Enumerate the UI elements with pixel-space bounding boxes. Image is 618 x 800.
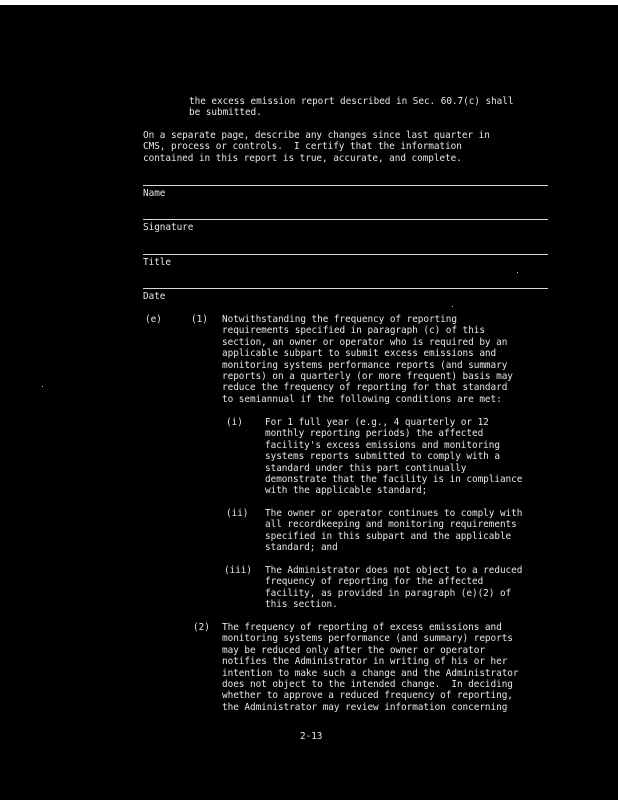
item-2-line: may be reduced only after the owner or operator — [222, 644, 485, 656]
subitem-ii-marker: (ii) — [226, 508, 249, 519]
subitem-i-marker: (i) — [226, 417, 243, 428]
item-1-line: reports) on a quarterly (or more frequent) basis may — [222, 371, 513, 383]
subitem-ii-line: all recordkeeping and monitoring requirements — [265, 519, 517, 531]
item-2-line: The frequency of reporting of excess emissions and — [222, 622, 502, 633]
name-line — [143, 185, 548, 186]
item-1-line: to semiannual if the following conditions are met: — [222, 393, 502, 405]
certify-line: contained in this report is true, accurate, and complete. — [143, 152, 462, 164]
name-label: Name — [143, 188, 166, 199]
certification-paragraph — [143, 130, 490, 164]
subitem-iii-line: this section. — [265, 599, 338, 611]
subitem-iii-text — [265, 565, 522, 611]
subitem-iii-line: facility, as provided in paragraph (e)(2) of — [265, 587, 512, 599]
date-label: Date — [143, 291, 166, 302]
subitem-i-line: standard under this part continually — [265, 462, 467, 474]
subitem-i-text — [265, 417, 522, 497]
intro-paragraph — [189, 96, 513, 119]
item-1-line: reduce the frequency of reporting for that standard — [222, 382, 508, 394]
subitem-i-line: For 1 full year (e.g., 4 quarterly or 12 — [265, 417, 489, 428]
item-1-text — [222, 314, 513, 405]
item-2-line: intention to make such a change and the Administrator — [222, 667, 519, 679]
subitem-i-line: with the applicable standard; — [265, 485, 428, 497]
item-2-line: notifies the Administrator in writing of his or her — [222, 656, 508, 668]
scan-speck — [452, 306, 453, 307]
item-1-line: requirements specified in paragraph (c) of this — [222, 325, 485, 337]
certify-line: On a separate page, describe any changes since last quarter in — [143, 130, 490, 141]
certify-line: CMS, process or controls. I certify that the information — [143, 141, 462, 153]
item-1-marker: (1) — [191, 314, 208, 325]
subitem-ii-line: standard; and — [265, 542, 338, 554]
item-1-line: applicable subpart to submit excess emissions and — [222, 348, 497, 360]
date-line — [143, 288, 548, 289]
subitem-iii-line: The Administrator does not object to a reduced — [265, 565, 523, 576]
subitem-ii-line: The owner or operator continues to comply with — [265, 508, 523, 519]
item-2-line: the Administrator may review information concerning — [222, 701, 508, 713]
intro-line: be submitted. — [189, 107, 262, 119]
intro-line: the excess emission report described in Sec. 60.7(c) shall — [189, 96, 514, 107]
scan-speck — [42, 386, 43, 387]
scan-speck — [517, 272, 518, 273]
item-2-line: monitoring systems performance (and summary) reports — [222, 633, 513, 645]
item-1-line: section, an owner or operator who is required by an — [222, 336, 508, 348]
scan-top-edge — [0, 0, 618, 5]
signature-line — [143, 219, 548, 220]
subitem-ii-text — [265, 508, 522, 554]
title-label: Title — [143, 257, 171, 268]
item-1-line: Notwithstanding the frequency of reporting — [222, 314, 457, 325]
subitem-i-line: systems reports submitted to comply with a — [265, 451, 500, 463]
item-2-text — [222, 622, 519, 713]
section-e-marker: (e) — [145, 314, 162, 325]
item-2-line: whether to approve a reduced frequency of reporting, — [222, 690, 513, 702]
page-number: 2-13 — [300, 731, 323, 742]
item-2-marker: (2) — [193, 622, 210, 633]
subitem-ii-line: specified in this subpart and the applicable — [265, 530, 512, 542]
item-1-line: monitoring systems performance reports (and summary — [222, 359, 508, 371]
title-line — [143, 254, 548, 255]
subitem-i-line: monthly reporting periods) the affected — [265, 428, 484, 440]
subitem-i-line: facility's excess emissions and monitoring — [265, 439, 500, 451]
item-2-line: does not object to the intended change. In deciding — [222, 679, 513, 691]
subitem-i-line: demonstrate that the facility is in compliance — [265, 474, 523, 486]
signature-label: Signature — [143, 222, 194, 233]
subitem-iii-line: frequency of reporting for the affected — [265, 576, 484, 588]
subitem-iii-marker: (iii) — [224, 565, 252, 576]
